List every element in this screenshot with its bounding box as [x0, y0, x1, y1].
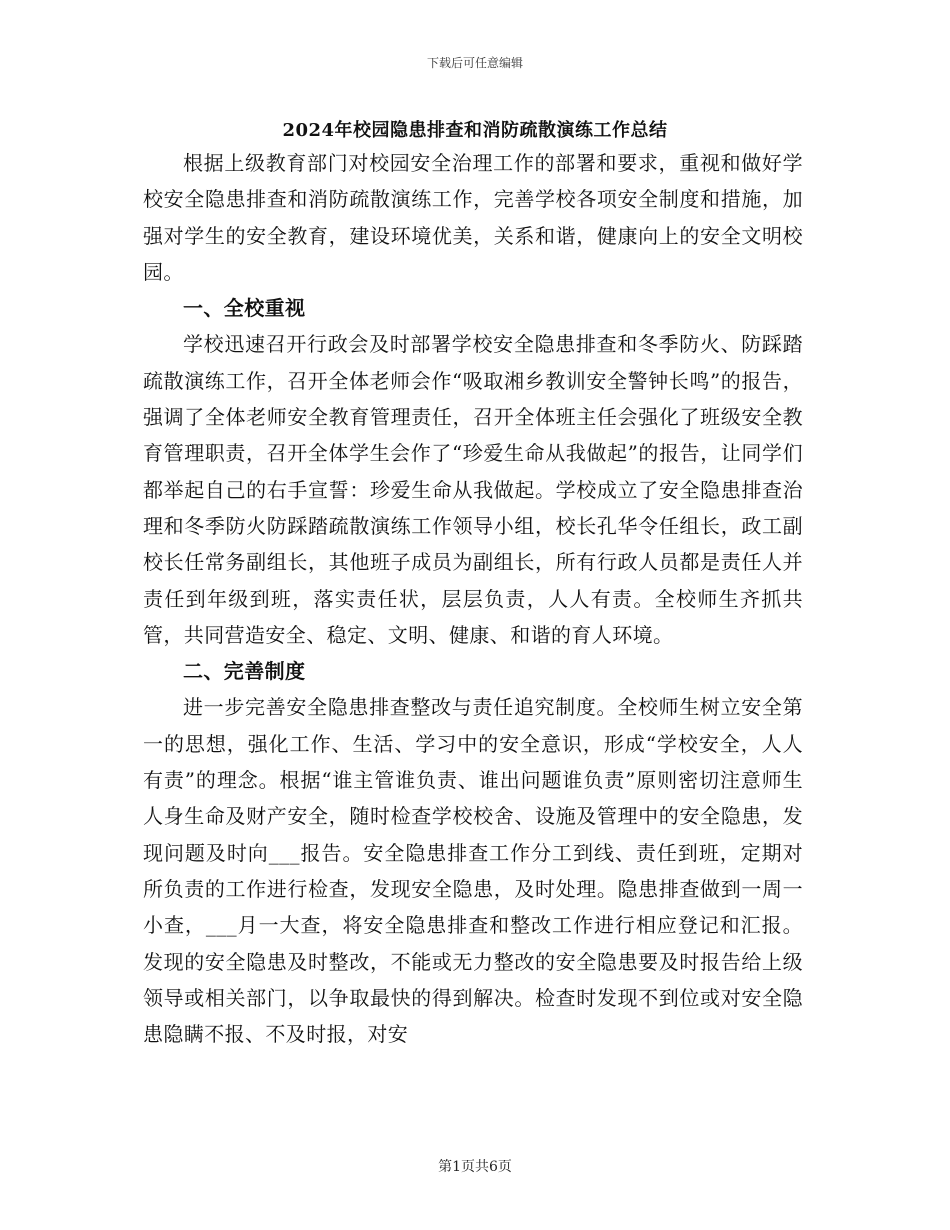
document-body [143, 145, 803, 1052]
page-header-note: 下载后可任意编辑 [426, 56, 523, 70]
intro-paragraph: 根据上级教育部门对校园安全治理工作的部署和要求，重视和做好学校安全隐患排查和消防疏散演练工作，完善学校各项安全制度和措施，加强对学生的安全教育，建设环境优美，关系和谐，健康向上的安全文明校园。 [143, 151, 803, 284]
document-title: 2024年校园隐患排查和消防疏散演练工作总结 [282, 120, 668, 141]
section-heading-2: 二、完善制度 [183, 659, 306, 684]
section-2-paragraph: 进一步完善安全隐患排查整改与责任追究制度。全校师生树立安全第一的思想，强化工作、生活、学习中的安全意识，形成“学校安全，人人有责”的理念。根据“谁主管谁负责、谁出问题谁负责”原则密切注意师生人身生命及财产安全，随时检查学校校舍、设施及管理中的安全隐患，发现问题及时向___报告。安全隐患排查工作分工到线、责任到班，定期对所负责的工作进行检查，发现安全隐患，及时处理。隐患排查做到一周一小查，___月一大查，将安全隐患排查和整改工作进行相应登记和汇报。发现的安全隐患及时整改，不能或无力整改的安全隐患要及时报告给上级领导或相关部门，以争取最快的得到解决。检查时发现不到位或对安全隐患隐瞒不报、不及时报，对安 [143, 695, 803, 1047]
page-number: 第1页共6页 [438, 1159, 512, 1175]
section-heading-1: 一、全校重视 [183, 296, 306, 321]
section-1-paragraph: 学校迅速召开行政会及时部署学校安全隐患排查和冬季防火、防踩踏疏散演练工作，召开全体老师会作“吸取湘乡教训安全警钟长鸣”的报告，强调了全体老师安全教育管理责任，召开全体班主任会强化了班级安全教育管理职责，召开全体学生会作了“珍爱生命从我做起”的报告，让同学们都举起自己的右手宣誓：珍爱生命从我做起。学校成立了安全隐患排查治理和冬季防火防踩踏疏散演练工作领导小组，校长孔华令任组长，政工副校长任常务副组长，其他班子成员为副组长，所有行政人员都是责任人并责任到年级到班，落实责任状，层层负责，人人有责。全校师生齐抓共管，共同营造安全、稳定、文明、健康、和谐的育人环境。 [143, 332, 803, 647]
